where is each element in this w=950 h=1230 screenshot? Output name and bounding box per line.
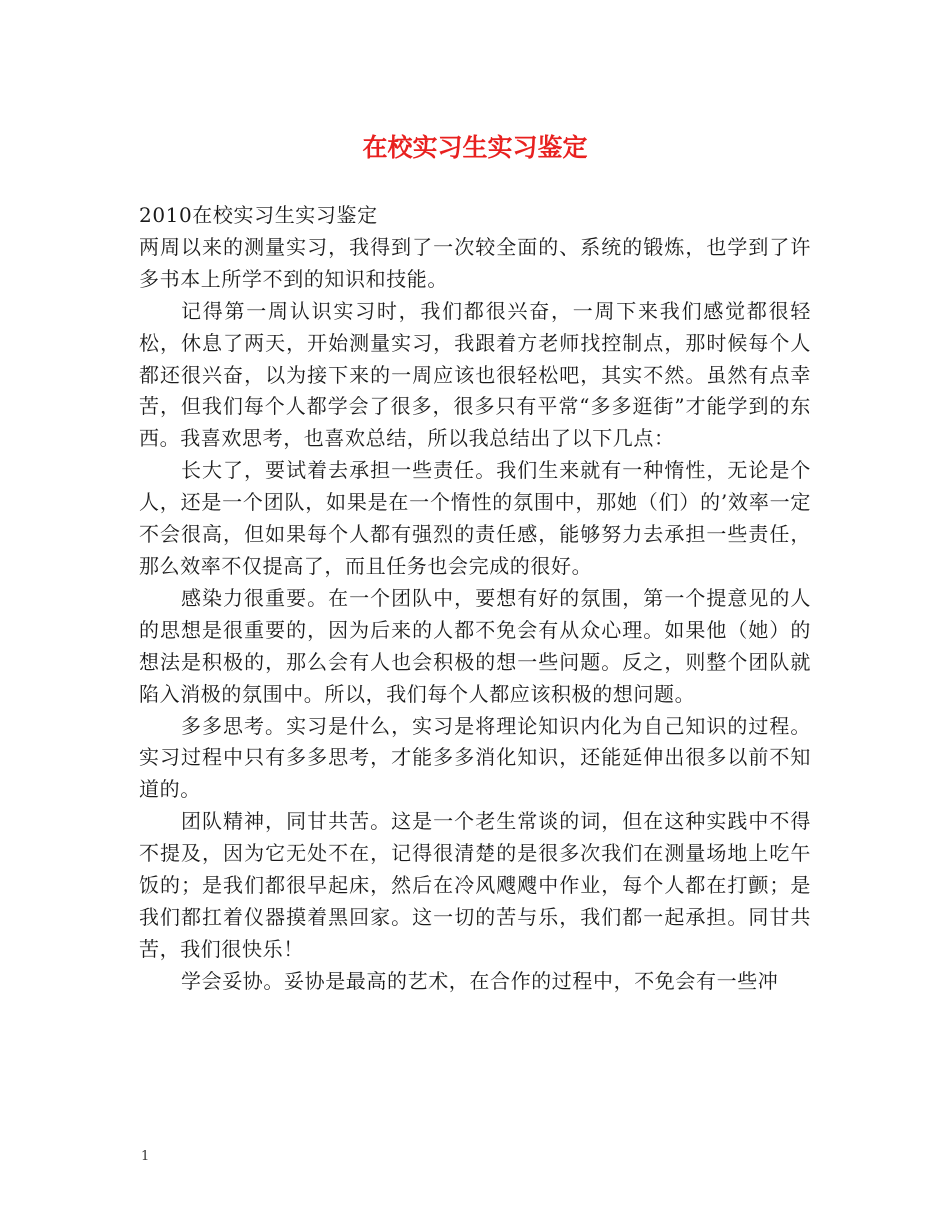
document-subtitle: 2010在校实习生实习鉴定 bbox=[139, 203, 378, 227]
paragraph-thinking: 多多思考。实习是什么，实习是将理论知识内化为自己知识的过程。实习过程中只有多多思考，才能多多消化知识，还能延伸出很多以前不知道的。 bbox=[139, 713, 811, 802]
document-title: 在校实习生实习鉴定 bbox=[362, 133, 588, 162]
page-number: 1 bbox=[141, 1149, 150, 1164]
paragraph-compromise: 学会妥协。妥协是最高的艺术，在合作的过程中，不免会有一些冲 bbox=[181, 968, 779, 993]
paragraph-team-spirit: 团队精神，同甘共苦。这是一个老生常谈的词，但在这种实践中不得不提及，因为它无处不在，记得很清楚的是很多次我们在测量场地上吃午饭的；是我们都很早起床，然后在冷风飕飕中作业，每个人都在打颤；是我们都扛着仪器摸着黑回家。这一切的苦与乐，我们都一起承担。同甘共苦，我们很快乐！ bbox=[139, 809, 811, 961]
document-body bbox=[139, 200, 811, 998]
paragraph-influence: 感染力很重要。在一个团队中，要想有好的氛围，第一个提意见的人的思想是很重要的，因为后来的人都不免会有从众心理。如果他（她）的想法是积极的，那么会有人也会积极的想一些问题。反之，则整个团队就陷入消极的氛围中。所以，我们每个人都应该积极的想问题。 bbox=[139, 585, 811, 706]
intro-paragraph: 两周以来的测量实习，我得到了一次较全面的、系统的锻炼，也学到了许多书本上所学不到的知识和技能。 bbox=[139, 234, 811, 291]
paragraph-first-week: 记得第一周认识实习时，我们都很兴奋，一周下来我们感觉都很轻松，休息了两天，开始测量实习，我跟着方老师找控制点，那时候每个人都还很兴奋，以为接下来的一周应该也很轻松吧，其实不然。虽然有点幸苦，但我们每个人都学会了很多，很多只有平常“多多逛街”才能学到的东西。我喜欢思考，也喜欢总结，所以我总结出了以下几点： bbox=[139, 298, 811, 451]
paragraph-responsibility: 长大了，要试着去承担一些责任。我们生来就有一种惰性，无论是个人，还是一个团队，如果是在一个惰性的氛围中，那她（们）的’效率一定不会很高，但如果每个人都有强烈的责任感，能够努力去承担一些责任，那么效率不仅提高了，而且任务也会完成的很好。 bbox=[139, 458, 811, 578]
